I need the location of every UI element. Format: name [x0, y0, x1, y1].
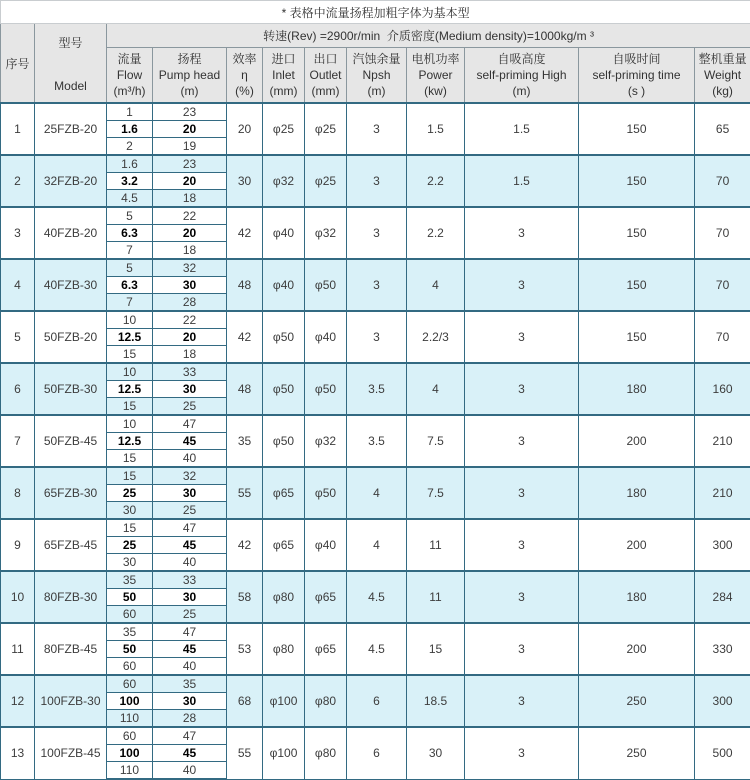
flow-cell: 35	[107, 571, 153, 589]
flow-cell: 4.5	[107, 190, 153, 208]
head-cell: 20	[153, 329, 227, 346]
priming-high-cell: 3	[465, 467, 579, 519]
npsh-cell: 3	[347, 311, 407, 363]
npsh-cell: 3	[347, 155, 407, 207]
flow-cell: 15	[107, 467, 153, 485]
flow-cell: 60	[107, 675, 153, 693]
model-cell: 65FZB-45	[35, 519, 107, 571]
inlet-cell: φ25	[263, 103, 305, 155]
priming-time-cell: 150	[579, 207, 695, 259]
outlet-cell: φ32	[305, 415, 347, 467]
header-priming-high: 自吸高度 self-priming High (m)	[465, 48, 579, 104]
flow-cell: 15	[107, 346, 153, 364]
model-cell: 40FZB-20	[35, 207, 107, 259]
pump-row	[1, 103, 750, 121]
flow-cell: 15	[107, 398, 153, 416]
power-cell: 4	[407, 363, 465, 415]
efficiency-cell: 35	[227, 415, 263, 467]
flow-cell: 7	[107, 242, 153, 260]
efficiency-cell: 42	[227, 519, 263, 571]
flow-cell: 30	[107, 554, 153, 572]
weight-cell: 300	[695, 675, 750, 727]
efficiency-cell: 68	[227, 675, 263, 727]
head-cell: 30	[153, 485, 227, 502]
efficiency-cell: 55	[227, 727, 263, 779]
weight-cell: 70	[695, 259, 750, 311]
header-priming-time: 自吸时间 self-priming time (s )	[579, 48, 695, 104]
row-index: 7	[1, 415, 35, 467]
power-cell: 7.5	[407, 415, 465, 467]
priming-time-cell: 200	[579, 623, 695, 675]
flow-cell: 100	[107, 745, 153, 762]
header-weight: 整机重量 Weight (kg)	[695, 48, 750, 104]
priming-high-cell: 1.5	[465, 155, 579, 207]
flow-cell: 3.2	[107, 173, 153, 190]
priming-time-cell: 200	[579, 519, 695, 571]
priming-high-cell: 3	[465, 311, 579, 363]
pump-row	[1, 311, 750, 329]
priming-high-cell: 3	[465, 207, 579, 259]
npsh-cell: 3	[347, 259, 407, 311]
head-cell: 32	[153, 467, 227, 485]
weight-cell: 210	[695, 467, 750, 519]
pump-row	[1, 519, 750, 537]
priming-time-cell: 150	[579, 259, 695, 311]
head-cell: 25	[153, 502, 227, 520]
head-cell: 35	[153, 675, 227, 693]
head-cell: 22	[153, 311, 227, 329]
head-cell: 30	[153, 381, 227, 398]
table-note: * 表格中流量扬程加粗字体为基本型	[1, 1, 750, 24]
weight-cell: 500	[695, 727, 750, 779]
head-cell: 18	[153, 346, 227, 364]
flow-cell: 25	[107, 485, 153, 502]
model-cell: 50FZB-20	[35, 311, 107, 363]
head-cell: 19	[153, 138, 227, 156]
efficiency-cell: 42	[227, 207, 263, 259]
head-cell: 47	[153, 415, 227, 433]
note-row	[1, 1, 750, 24]
inlet-cell: φ100	[263, 675, 305, 727]
model-cell: 25FZB-20	[35, 103, 107, 155]
weight-cell: 70	[695, 207, 750, 259]
flow-cell: 30	[107, 502, 153, 520]
pump-row	[1, 623, 750, 641]
power-cell: 2.2	[407, 207, 465, 259]
npsh-cell: 3	[347, 103, 407, 155]
model-cell: 100FZB-30	[35, 675, 107, 727]
priming-high-cell: 3	[465, 415, 579, 467]
head-cell: 18	[153, 242, 227, 260]
efficiency-cell: 55	[227, 467, 263, 519]
priming-high-cell: 3	[465, 675, 579, 727]
model-cell: 50FZB-45	[35, 415, 107, 467]
npsh-cell: 6	[347, 675, 407, 727]
priming-time-cell: 180	[579, 467, 695, 519]
inlet-cell: φ40	[263, 259, 305, 311]
flow-cell: 15	[107, 450, 153, 468]
pump-row	[1, 415, 750, 433]
model-cell: 80FZB-30	[35, 571, 107, 623]
efficiency-cell: 48	[227, 259, 263, 311]
power-cell: 18.5	[407, 675, 465, 727]
inlet-cell: φ50	[263, 311, 305, 363]
head-cell: 45	[153, 537, 227, 554]
outlet-cell: φ50	[305, 363, 347, 415]
head-cell: 18	[153, 190, 227, 208]
flow-cell: 35	[107, 623, 153, 641]
head-cell: 20	[153, 225, 227, 242]
priming-high-cell: 3	[465, 363, 579, 415]
head-cell: 22	[153, 207, 227, 225]
head-cell: 40	[153, 658, 227, 676]
power-cell: 30	[407, 727, 465, 779]
priming-high-cell: 3	[465, 259, 579, 311]
power-cell: 15	[407, 623, 465, 675]
priming-high-cell: 3	[465, 623, 579, 675]
row-index: 11	[1, 623, 35, 675]
flow-cell: 10	[107, 363, 153, 381]
priming-time-cell: 250	[579, 675, 695, 727]
row-index: 3	[1, 207, 35, 259]
pump-row	[1, 727, 750, 745]
model-cell: 65FZB-30	[35, 467, 107, 519]
pump-row	[1, 467, 750, 485]
power-cell: 11	[407, 519, 465, 571]
flow-cell: 12.5	[107, 381, 153, 398]
head-cell: 23	[153, 103, 227, 121]
head-cell: 30	[153, 693, 227, 710]
head-cell: 20	[153, 173, 227, 190]
head-cell: 30	[153, 277, 227, 294]
header-outlet: 出口 Outlet (mm)	[305, 48, 347, 104]
outlet-cell: φ50	[305, 467, 347, 519]
header-efficiency: 效率 η (%)	[227, 48, 263, 104]
flow-cell: 7	[107, 294, 153, 312]
flow-cell: 50	[107, 641, 153, 658]
npsh-cell: 6	[347, 727, 407, 779]
inlet-cell: φ50	[263, 415, 305, 467]
flow-cell: 25	[107, 537, 153, 554]
power-cell: 7.5	[407, 467, 465, 519]
header-npsh: 汽蚀余量 Npsh (m)	[347, 48, 407, 104]
header-inlet: 进口 Inlet (mm)	[263, 48, 305, 104]
flow-cell: 5	[107, 207, 153, 225]
flow-cell: 15	[107, 519, 153, 537]
pump-row	[1, 571, 750, 589]
head-cell: 45	[153, 641, 227, 658]
flow-cell: 110	[107, 762, 153, 780]
model-cell: 50FZB-30	[35, 363, 107, 415]
flow-cell: 1.6	[107, 121, 153, 138]
pump-row	[1, 155, 750, 173]
power-cell: 2.2/3	[407, 311, 465, 363]
weight-cell: 70	[695, 311, 750, 363]
efficiency-cell: 58	[227, 571, 263, 623]
outlet-cell: φ80	[305, 727, 347, 779]
row-index: 4	[1, 259, 35, 311]
head-cell: 47	[153, 519, 227, 537]
header-power: 电机功率 Power (kw)	[407, 48, 465, 104]
model-cell: 80FZB-45	[35, 623, 107, 675]
priming-time-cell: 150	[579, 311, 695, 363]
row-index: 8	[1, 467, 35, 519]
npsh-cell: 3.5	[347, 363, 407, 415]
efficiency-cell: 20	[227, 103, 263, 155]
model-cell: 40FZB-30	[35, 259, 107, 311]
model-cell: 32FZB-20	[35, 155, 107, 207]
power-cell: 11	[407, 571, 465, 623]
header-model-en: Model	[54, 79, 87, 93]
efficiency-cell: 48	[227, 363, 263, 415]
outlet-cell: φ50	[305, 259, 347, 311]
weight-cell: 210	[695, 415, 750, 467]
npsh-cell: 3	[347, 207, 407, 259]
weight-cell: 284	[695, 571, 750, 623]
flow-cell: 110	[107, 710, 153, 728]
inlet-cell: φ50	[263, 363, 305, 415]
flow-cell: 6.3	[107, 277, 153, 294]
header-index: 序号	[1, 24, 35, 104]
weight-cell: 330	[695, 623, 750, 675]
inlet-cell: φ65	[263, 519, 305, 571]
head-cell: 32	[153, 259, 227, 277]
head-cell: 45	[153, 745, 227, 762]
head-cell: 28	[153, 294, 227, 312]
head-cell: 30	[153, 589, 227, 606]
header-model	[35, 24, 107, 104]
pump-row	[1, 675, 750, 693]
inlet-cell: φ32	[263, 155, 305, 207]
inlet-cell: φ65	[263, 467, 305, 519]
npsh-cell: 4	[347, 519, 407, 571]
flow-cell: 50	[107, 589, 153, 606]
operating-conditions: 转速(Rev) =2900r/min 介质密度(Medium density)=1000kg/m ³	[107, 24, 750, 48]
priming-time-cell: 180	[579, 363, 695, 415]
priming-time-cell: 200	[579, 415, 695, 467]
pump-row	[1, 259, 750, 277]
priming-high-cell: 3	[465, 727, 579, 779]
flow-cell: 60	[107, 658, 153, 676]
head-cell: 40	[153, 554, 227, 572]
header-model-zh: 型号	[58, 34, 82, 51]
priming-high-cell: 3	[465, 519, 579, 571]
row-index: 6	[1, 363, 35, 415]
flow-cell: 1	[107, 103, 153, 121]
row-index: 1	[1, 103, 35, 155]
head-cell: 25	[153, 398, 227, 416]
efficiency-cell: 30	[227, 155, 263, 207]
flow-cell: 10	[107, 415, 153, 433]
priming-high-cell: 1.5	[465, 103, 579, 155]
row-index: 5	[1, 311, 35, 363]
flow-cell: 12.5	[107, 433, 153, 450]
outlet-cell: φ40	[305, 311, 347, 363]
flow-cell: 2	[107, 138, 153, 156]
head-cell: 40	[153, 450, 227, 468]
pump-row	[1, 207, 750, 225]
weight-cell: 300	[695, 519, 750, 571]
head-cell: 47	[153, 727, 227, 745]
head-cell: 33	[153, 571, 227, 589]
priming-time-cell: 250	[579, 727, 695, 779]
conditions-row	[1, 24, 750, 48]
inlet-cell: φ80	[263, 623, 305, 675]
table-body	[1, 103, 750, 779]
power-cell: 1.5	[407, 103, 465, 155]
power-cell: 4	[407, 259, 465, 311]
npsh-cell: 3.5	[347, 415, 407, 467]
head-cell: 25	[153, 606, 227, 624]
priming-time-cell: 150	[579, 155, 695, 207]
row-index: 10	[1, 571, 35, 623]
pump-row	[1, 363, 750, 381]
outlet-cell: φ40	[305, 519, 347, 571]
flow-cell: 12.5	[107, 329, 153, 346]
model-cell: 100FZB-45	[35, 727, 107, 779]
flow-cell: 5	[107, 259, 153, 277]
flow-cell: 10	[107, 311, 153, 329]
column-header-row	[1, 48, 750, 104]
row-index: 9	[1, 519, 35, 571]
flow-cell: 60	[107, 727, 153, 745]
head-cell: 20	[153, 121, 227, 138]
inlet-cell: φ100	[263, 727, 305, 779]
npsh-cell: 4.5	[347, 571, 407, 623]
weight-cell: 65	[695, 103, 750, 155]
priming-high-cell: 3	[465, 571, 579, 623]
npsh-cell: 4.5	[347, 623, 407, 675]
outlet-cell: φ65	[305, 571, 347, 623]
row-index: 13	[1, 727, 35, 779]
inlet-cell: φ80	[263, 571, 305, 623]
weight-cell: 70	[695, 155, 750, 207]
head-cell: 33	[153, 363, 227, 381]
inlet-cell: φ40	[263, 207, 305, 259]
header-pump-head: 扬程 Pump head (m)	[153, 48, 227, 104]
outlet-cell: φ65	[305, 623, 347, 675]
weight-cell: 160	[695, 363, 750, 415]
flow-cell: 6.3	[107, 225, 153, 242]
head-cell: 40	[153, 762, 227, 780]
row-index: 2	[1, 155, 35, 207]
npsh-cell: 4	[347, 467, 407, 519]
flow-cell: 60	[107, 606, 153, 624]
head-cell: 45	[153, 433, 227, 450]
outlet-cell: φ80	[305, 675, 347, 727]
head-cell: 28	[153, 710, 227, 728]
efficiency-cell: 42	[227, 311, 263, 363]
header-flow: 流量 Flow (m³/h)	[107, 48, 153, 104]
priming-time-cell: 180	[579, 571, 695, 623]
outlet-cell: φ32	[305, 207, 347, 259]
flow-cell: 1.6	[107, 155, 153, 173]
head-cell: 23	[153, 155, 227, 173]
efficiency-cell: 53	[227, 623, 263, 675]
flow-cell: 100	[107, 693, 153, 710]
outlet-cell: φ25	[305, 155, 347, 207]
outlet-cell: φ25	[305, 103, 347, 155]
power-cell: 2.2	[407, 155, 465, 207]
row-index: 12	[1, 675, 35, 727]
priming-time-cell: 150	[579, 103, 695, 155]
head-cell: 47	[153, 623, 227, 641]
